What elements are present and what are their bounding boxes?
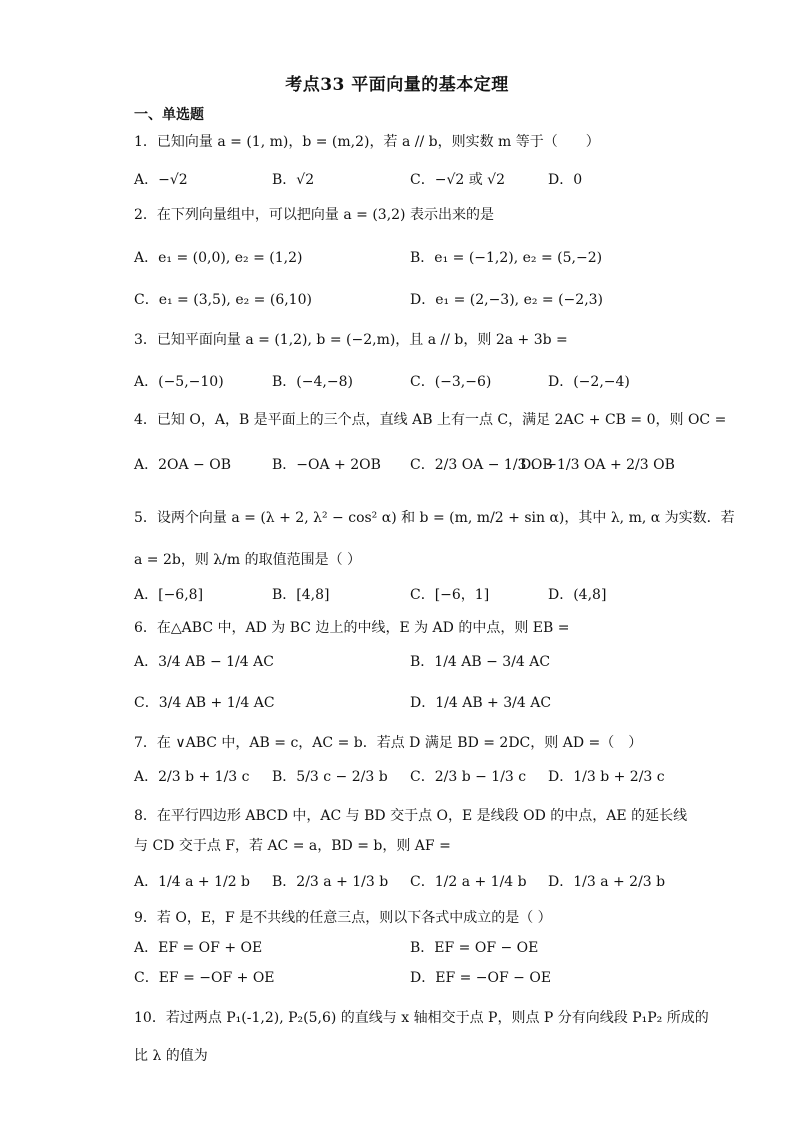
question-7-option-d: D．1/3 b + 2/3 c bbox=[548, 769, 665, 785]
question-1-option-b: B．√2 bbox=[272, 172, 315, 188]
question-4-option-d: D．−1/3 OA + 2/3 OB bbox=[520, 457, 675, 473]
question-10-stem-line-2: 比 λ 的值为 bbox=[134, 1048, 208, 1064]
question-1-option-c: C．−√2 或 √2 bbox=[410, 172, 505, 188]
question-6-option-b: B．1/4 AB − 3/4 AC bbox=[410, 654, 551, 670]
question-10-stem-line-1: 10．若过两点 P₁(-1,2), P₂(5,6) 的直线与 x 轴相交于点 P，则点 P 分有向线段 P₁P₂ 所成的 bbox=[134, 1010, 709, 1026]
question-5-option-b: B．[4,8] bbox=[272, 587, 330, 603]
question-5-stem-line-2: a = 2b，则 λ/m 的取值范围是（ ） bbox=[134, 552, 362, 568]
question-5-stem-line-1: 5．设两个向量 a = (λ + 2, λ² − cos² α) 和 b = (m, m/2 + sin α)，其中 λ, m, α 为实数．若 bbox=[134, 510, 735, 526]
question-2-option-d: D．e₁ = (2,−3), e₂ = (−2,3) bbox=[410, 292, 604, 308]
question-7-stem: 7．在 ∨ABC 中，AB = c，AC = b．若点 D 满足 BD = 2DC，则 AD =（ ） bbox=[134, 735, 643, 751]
question-7-option-a: A．2/3 b + 1/3 c bbox=[134, 769, 250, 785]
question-3-option-d: D．(−2,−4) bbox=[548, 374, 630, 390]
question-8-option-a: A．1/4 a + 1/2 b bbox=[134, 874, 251, 890]
question-1-option-d: D．0 bbox=[548, 172, 583, 188]
question-2-stem: 2．在下列向量组中，可以把向量 a = (3,2) 表示出来的是 bbox=[134, 207, 494, 223]
question-4-option-a: A．2OA − OB bbox=[134, 457, 232, 473]
question-5-option-c: C．[−6，1] bbox=[410, 587, 490, 603]
question-4-stem: 4．已知 O，A，B 是平面上的三个点，直线 AB 上有一点 C，满足 2AC + CB = 0，则 OC = bbox=[134, 412, 727, 428]
question-8-option-d: D．1/3 a + 2/3 b bbox=[548, 874, 666, 890]
question-1-option-a: A．−√2 bbox=[134, 172, 188, 188]
question-9-option-a: A．EF = OF + OE bbox=[134, 940, 263, 956]
question-5-option-a: A．[−6,8] bbox=[134, 587, 204, 603]
question-3-option-b: B．(−4,−8) bbox=[272, 374, 353, 390]
question-8-option-c: C．1/2 a + 1/4 b bbox=[410, 874, 527, 890]
question-5-option-d: D．(4,8] bbox=[548, 587, 607, 603]
question-3-option-a: A．(−5,−10) bbox=[134, 374, 224, 390]
question-9-option-b: B．EF = OF − OE bbox=[410, 940, 539, 956]
question-8-option-b: B．2/3 a + 1/3 b bbox=[272, 874, 389, 890]
question-3-stem: 3．已知平面向量 a = (1,2), b = (−2,m)，且 a // b，则 2a + 3b = bbox=[134, 332, 568, 348]
question-8-stem-line-2: 与 CD 交于点 F，若 AC = a，BD = b，则 AF = bbox=[134, 838, 451, 854]
question-9-option-d: D．EF = −OF − OE bbox=[410, 970, 552, 986]
question-4-option-c: C．2/3 OA − 1/3 OB bbox=[410, 457, 553, 473]
page-title: 考点33 平面向量的基本定理 bbox=[285, 75, 509, 95]
question-6-option-a: A．3/4 AB − 1/4 AC bbox=[134, 654, 274, 670]
question-9-option-c: C．EF = −OF + OE bbox=[134, 970, 275, 986]
question-1-stem: 1．已知向量 a = (1, m)，b = (m,2)，若 a // b，则实数 m 等于（ ） bbox=[134, 134, 600, 150]
question-4-option-b: B．−OA + 2OB bbox=[272, 457, 381, 473]
question-9-stem: 9．若 O，E，F 是不共线的任意三点，则以下各式中成立的是（ ） bbox=[134, 910, 552, 926]
question-7-option-b: B．5/3 c − 2/3 b bbox=[272, 769, 388, 785]
question-6-option-d: D．1/4 AB + 3/4 AC bbox=[410, 695, 552, 711]
question-2-option-c: C．e₁ = (3,5), e₂ = (6,10) bbox=[134, 292, 312, 308]
question-6-stem: 6．在△ABC 中，AD 为 BC 边上的中线，E 为 AD 的中点，则 EB = bbox=[134, 620, 570, 636]
question-3-option-c: C．(−3,−6) bbox=[410, 374, 492, 390]
question-8-stem-line-1: 8．在平行四边形 ABCD 中，AC 与 BD 交于点 O，E 是线段 OD 的中点，AE 的延长线 bbox=[134, 808, 688, 824]
question-2-option-a: A．e₁ = (0,0), e₂ = (1,2) bbox=[134, 250, 303, 266]
section-heading: 一、单选题 bbox=[134, 107, 204, 123]
question-2-option-b: B．e₁ = (−1,2), e₂ = (5,−2) bbox=[410, 250, 603, 266]
question-6-option-c: C．3/4 AB + 1/4 AC bbox=[134, 695, 275, 711]
question-7-option-c: C．2/3 b − 1/3 c bbox=[410, 769, 527, 785]
